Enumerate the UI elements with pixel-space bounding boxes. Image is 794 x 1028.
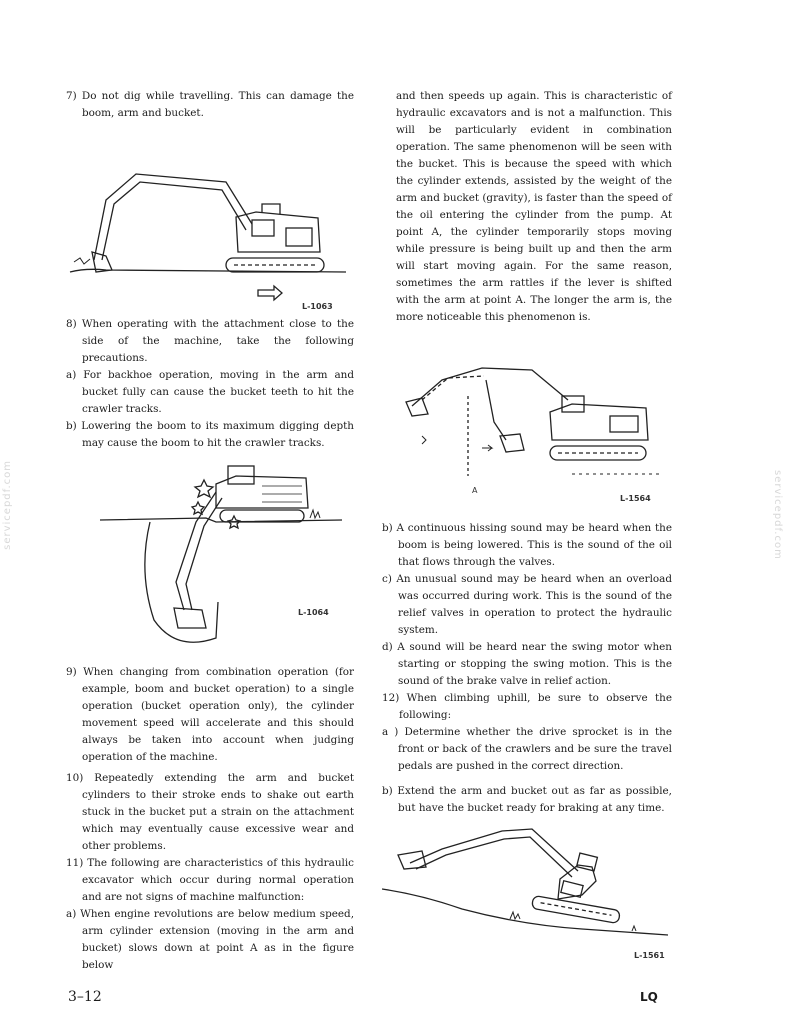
- figure-label: L-1064: [298, 608, 329, 617]
- item-8a: a) For backhoe operation, moving in the arm and bucket fully can cause the bucket teeth to hit the crawler tracks.: [66, 369, 354, 415]
- figure-label: L-1063: [302, 302, 333, 311]
- figure-uphill: [382, 825, 672, 960]
- point-a-label: A: [472, 486, 478, 495]
- right-column: [382, 88, 672, 960]
- watermark-right: servicepdf.com: [772, 470, 783, 560]
- item-11a: a) When engine revolutions are below medium speed, arm cylinder extension (moving in the arm and bucket) slows down at point A as in the figure below: [66, 908, 354, 971]
- item-10: 10) Repeatedly extending the arm and bucket cylinders to their stroke ends to shake out earth stuck in the bucket put a strain on the attachment which may eventually cause excessive wear and other problems.: [66, 772, 354, 852]
- figure-travel-dig: [66, 122, 354, 310]
- item-c: c) An unusual sound may be heard when an overload was occurred during work. This is the sound of the relief valves in operation to protect the hydraulic system.: [382, 573, 672, 636]
- document-code: LQ: [640, 990, 658, 1004]
- excavator-side-digging-illustration: [66, 452, 354, 664]
- item-b: b) A continuous hissing sound may be heard when the boom is being lowered. This is the sound of the oil that flows through the valves.: [382, 522, 672, 568]
- figure-label: L-1564: [620, 494, 651, 503]
- excavator-travel-illustration: [66, 122, 354, 310]
- item-11a-continued: and then speeds up again. This is characteristic of hydraulic excavators and is not a malfunction. This will be particularly evident in combination operation. The same phenomenon will be seen with the bucket. This is because the speed with which the cylinder extends, assisted by the weight of the arm and bucket (gravity), is faster than the speed of the oil entering the cylinder from the pump. At point A, the cylinder temporarily stops moving while pressure is being built up and then the arm will start moving again. For the same reason, sometimes the arm rattles if the lever is shifted with the arm at point A. The longer the arm is, the more noticeable this phenomenon is.: [396, 90, 672, 323]
- figure-label: L-1561: [634, 951, 665, 960]
- item-8b: b) Lowering the boom to its maximum digging depth may cause the boom to hit the crawler tracks.: [66, 420, 354, 449]
- item-9: 9) When changing from combination operation (for example, boom and bucket operation) to a single operation (bucket operation only), the cylinder movement speed will accelerate and this should always be taken into account when judging operation of the machine.: [66, 666, 354, 763]
- item-12: 12) When climbing uphill, be sure to observe the following:: [382, 692, 672, 721]
- page-number: 3–12: [68, 989, 102, 1005]
- excavator-point-a-illustration: [382, 340, 672, 506]
- item-d: d) A sound will be heard near the swing motor when starting or stopping the swing motion. This is the sound of the brake valve in relief action.: [382, 641, 672, 687]
- item-7: 7) Do not dig while travelling. This can damage the boom, arm and bucket.: [66, 90, 354, 119]
- figure-side-digging: [66, 452, 354, 664]
- excavator-uphill-illustration: [382, 825, 672, 955]
- item-12b: b) Extend the arm and bucket out as far as possible, but have the bucket ready for braking at any time.: [382, 785, 672, 814]
- item-11: 11) The following are characteristics of this hydraulic excavator which occur during normal operation and are not signs of machine malfunction:: [66, 857, 354, 903]
- left-column: [66, 88, 354, 974]
- item-8: 8) When operating with the attachment close to the side of the machine, take the following precautions.: [66, 318, 354, 364]
- watermark-left: servicepdf.com: [2, 460, 13, 550]
- item-12a: a ) Determine whether the drive sprocket is in the front or back of the crawlers and be sure the travel pedals are pushed in the correct direction.: [382, 726, 672, 772]
- figure-point-a: [382, 340, 672, 506]
